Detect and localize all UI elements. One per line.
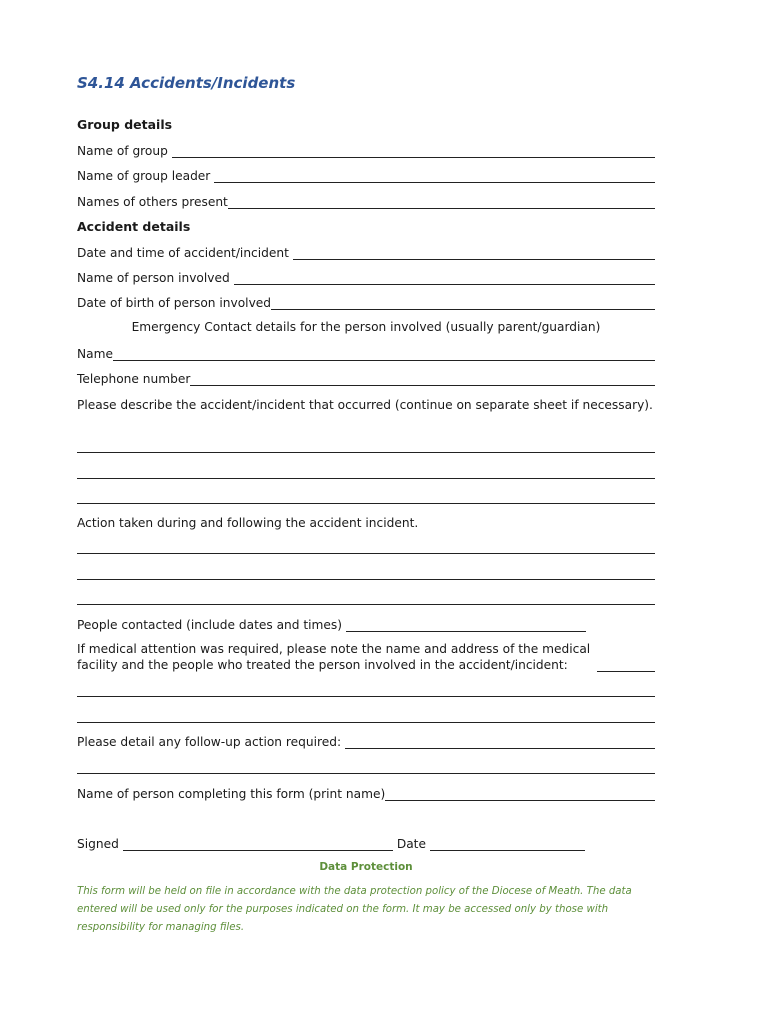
date-of-birth-label: Date of birth of person involved — [77, 296, 272, 310]
signature-row — [77, 835, 655, 851]
person-involved-field[interactable] — [234, 272, 655, 285]
contact-name-row — [77, 345, 655, 361]
group-leader-label: Name of group leader — [77, 169, 211, 183]
others-present-row — [77, 193, 655, 209]
medical-attention-prompt: If medical attention was required, please note the name and address of the medical facility and the people who treated the person involved in the accident/incident: — [77, 642, 591, 672]
others-present-label: Names of others present — [77, 195, 228, 209]
data-protection-text: This form will be held on file in accordance with the data protection policy of the Diocese of Meath. The data entered will be used only for the purposes indicated on the form. It may be accessed only by those with responsibility for managing files. — [77, 886, 632, 933]
page-title: S4.14 Accidents/Incidents — [77, 74, 296, 92]
telephone-label: Telephone number — [77, 372, 191, 386]
follow-up-line-2[interactable] — [77, 773, 655, 774]
medical-line-2[interactable] — [77, 722, 655, 723]
date-label: Date — [396, 837, 426, 851]
contact-name-label: Name — [77, 347, 113, 361]
person-involved-row — [77, 269, 655, 285]
telephone-row — [77, 370, 655, 386]
signature-field[interactable] — [123, 838, 393, 851]
name-of-group-field[interactable] — [172, 145, 655, 158]
signed-label: Signed — [77, 837, 119, 851]
date-of-birth-field[interactable] — [271, 297, 655, 310]
date-time-label: Date and time of accident/incident — [77, 246, 289, 260]
completed-by-field[interactable] — [385, 788, 655, 801]
follow-up-field[interactable] — [345, 736, 655, 749]
medical-line-1[interactable] — [77, 696, 655, 697]
completed-by-row — [77, 785, 655, 801]
describe-prompt: Please describe the accident/incident that occurred (continue on separate sheet if necessary). — [77, 398, 653, 412]
contact-name-field[interactable] — [113, 348, 655, 361]
describe-line-2[interactable] — [77, 478, 655, 479]
completed-by-label: Name of person completing this form (print name) — [77, 787, 386, 801]
action-line-1[interactable] — [77, 553, 655, 554]
follow-up-label: Please detail any follow-up action required: — [77, 735, 342, 749]
describe-line-1[interactable] — [77, 452, 655, 453]
emergency-contact-heading: Emergency Contact details for the person involved (usually parent/guardian) — [131, 320, 601, 334]
date-time-field[interactable] — [293, 247, 655, 260]
people-contacted-label: People contacted (include dates and times) — [77, 618, 343, 632]
people-contacted-field[interactable] — [346, 619, 586, 632]
group-details-heading: Group details — [77, 117, 173, 132]
describe-line-3[interactable] — [77, 503, 655, 504]
others-present-field[interactable] — [228, 196, 655, 209]
accident-details-heading: Accident details — [77, 219, 191, 234]
person-involved-label: Name of person involved — [77, 271, 230, 285]
date-field[interactable] — [430, 838, 585, 851]
action-line-3[interactable] — [77, 604, 655, 605]
group-leader-row — [77, 167, 655, 183]
name-of-group-label: Name of group — [77, 144, 168, 158]
data-protection-heading: Data Protection — [319, 861, 413, 873]
name-of-group-row — [77, 142, 655, 158]
action-line-2[interactable] — [77, 579, 655, 580]
follow-up-row — [77, 733, 655, 749]
people-contacted-row — [77, 616, 655, 632]
date-of-birth-row — [77, 294, 655, 310]
group-leader-field[interactable] — [214, 170, 655, 183]
telephone-field[interactable] — [190, 373, 655, 386]
action-taken-prompt: Action taken during and following the accident incident. — [77, 516, 419, 530]
medical-line-0[interactable] — [597, 671, 655, 672]
date-time-row — [77, 244, 655, 260]
